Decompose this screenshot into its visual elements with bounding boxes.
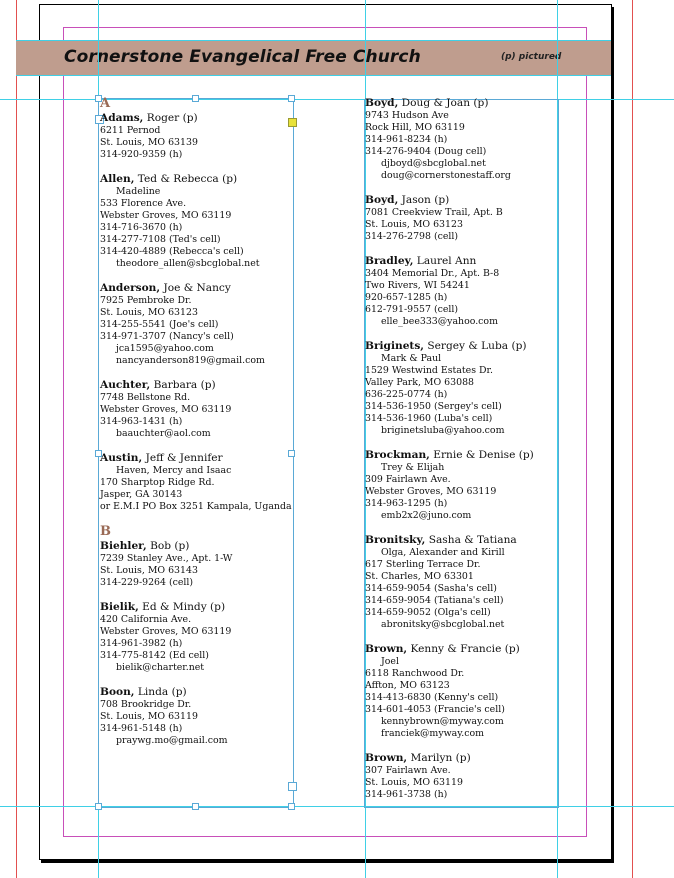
entry-detail-line: 617 Sterling Terrace Dr.	[365, 559, 481, 570]
entry-detail-line: Mark & Paul	[381, 353, 442, 364]
entry-detail-line: 314-420-4889 (Rebecca's cell)	[100, 246, 244, 257]
frame-handle-bm[interactable]	[192, 803, 199, 810]
entry-name	[100, 601, 295, 614]
entry-detail-line: Madeline	[116, 186, 161, 197]
entry-detail-line: baauchter@aol.com	[116, 428, 211, 439]
entry-detail-line: 314-963-1431 (h)	[100, 416, 183, 427]
entry-first-names: Joe & Nancy	[163, 282, 231, 294]
entry-name	[365, 255, 560, 268]
entry-first-names: Jason (p)	[401, 194, 450, 206]
entry-last-name: Bronitsky,	[365, 534, 426, 546]
entry-detail-line: Two Rivers, WI 54241	[365, 280, 470, 291]
entry-last-name: Boyd,	[365, 194, 399, 206]
directory-entry	[365, 255, 560, 328]
entry-detail-line: 314-920-9359 (h)	[100, 149, 183, 160]
entry-detail-line: kennybrown@myway.com	[381, 716, 504, 727]
entry-detail-line: emb2x2@juno.com	[381, 510, 472, 521]
entry-detail-line: 6118 Ranchwood Dr.	[365, 668, 465, 679]
entry-detail-line: Jasper, GA 30143	[100, 489, 183, 500]
entry-detail-line: 314-963-1295 (h)	[365, 498, 448, 509]
directory-entry	[365, 534, 560, 631]
entry-detail-line: 314-276-9404 (Doug cell)	[365, 146, 487, 157]
entry-name	[365, 97, 560, 110]
entry-detail-line: 314-659-9054 (Sasha's cell)	[365, 583, 497, 594]
entry-detail-line: 314-601-4053 (Francie's cell)	[365, 704, 505, 715]
entry-detail-line: franciek@myway.com	[381, 728, 485, 739]
entry-last-name: Allen,	[100, 173, 135, 185]
entry-first-names: Sergey & Luba (p)	[427, 340, 527, 352]
entry-detail-line: 314-229-9264 (cell)	[100, 577, 194, 588]
entry-first-names: Laurel Ann	[416, 255, 477, 267]
entry-first-names: Bob (p)	[150, 540, 190, 552]
entry-first-names: Roger (p)	[146, 112, 198, 124]
entry-detail-line: St. Charles, MO 63301	[365, 571, 474, 582]
entry-detail-line: elle_bee333@yahoo.com	[381, 316, 498, 327]
entry-detail-line: St. Louis, MO 63119	[365, 777, 463, 788]
entry-detail-line: Valley Park, MO 63088	[365, 377, 475, 388]
entry-detail-line: 420 California Ave.	[100, 614, 192, 625]
entry-first-names: Linda (p)	[137, 686, 187, 698]
entry-last-name: Biehler,	[100, 540, 147, 552]
directory-entry	[100, 112, 295, 161]
entry-name	[365, 194, 560, 207]
entry-detail-line: djboyd@sbcglobal.net	[381, 158, 486, 169]
entry-detail-line: praywg.mo@gmail.com	[116, 735, 228, 746]
entry-first-names: Ted & Rebecca (p)	[137, 173, 238, 185]
directory-entry	[100, 452, 295, 513]
entry-name	[365, 643, 560, 656]
entry-detail-line: 314-961-5148 (h)	[100, 723, 183, 734]
entry-detail-line: 612-791-9557 (cell)	[365, 304, 459, 315]
entry-detail-line: Olga, Alexander and Kirill	[381, 547, 505, 558]
entry-name	[365, 752, 560, 765]
entry-detail-line: Webster Groves, MO 63119	[100, 210, 232, 221]
entry-detail-line: St. Louis, MO 63119	[100, 711, 198, 722]
directory-entry	[100, 379, 295, 440]
entry-detail-line: nancyanderson819@gmail.com	[116, 355, 265, 366]
entry-name	[365, 449, 560, 462]
directory-entry	[365, 752, 560, 801]
entry-detail-line: St. Louis, MO 63139	[100, 137, 198, 148]
entry-detail-line: briginetsluba@yahoo.com	[381, 425, 505, 436]
entry-detail-line: 314-961-3738 (h)	[365, 789, 448, 800]
entry-name	[100, 112, 295, 125]
directory-entry	[365, 449, 560, 522]
entry-detail-line: Rock Hill, MO 63119	[365, 122, 465, 133]
entry-last-name: Bielik,	[100, 601, 139, 613]
entry-name	[100, 686, 295, 699]
entry-name	[365, 534, 560, 547]
entry-detail-line: 314-716-3670 (h)	[100, 222, 183, 233]
entry-detail-line: 1529 Westwind Estates Dr.	[365, 365, 493, 376]
entry-detail-line: 7748 Bellstone Rd.	[100, 392, 191, 403]
entry-detail-line: 314-536-1960 (Luba's cell)	[365, 413, 493, 424]
entry-detail-line: St. Louis, MO 63123	[100, 307, 198, 318]
entry-detail-line: 7239 Stanley Ave., Apt. 1-W	[100, 553, 233, 564]
entry-last-name: Anderson,	[100, 282, 161, 294]
entry-detail-line: Webster Groves, MO 63119	[100, 404, 232, 415]
entry-last-name: Brown,	[365, 752, 408, 764]
entry-last-name: Bradley,	[365, 255, 414, 267]
section-letter: B	[100, 524, 111, 539]
frame-handle-bl[interactable]	[95, 803, 102, 810]
bleed-guide-left	[16, 0, 17, 878]
entry-detail-line: 7925 Pembroke Dr.	[100, 295, 192, 306]
entry-first-names: Ernie & Denise (p)	[433, 449, 534, 461]
entry-detail-line: St. Louis, MO 63143	[100, 565, 198, 576]
entry-detail-line: 9743 Hudson Ave	[365, 110, 449, 121]
entry-last-name: Auchter,	[100, 379, 151, 391]
entry-detail-line: or E.M.I PO Box 3251 Kampala, Uganda	[100, 501, 292, 512]
directory-entry	[100, 173, 295, 270]
directory-column-left	[100, 97, 295, 759]
entry-last-name: Brockman,	[365, 449, 430, 461]
entry-first-names: Barbara (p)	[153, 379, 216, 391]
entry-detail-line: 7081 Creekview Trail, Apt. B	[365, 207, 503, 218]
entry-detail-line: Webster Groves, MO 63119	[365, 486, 497, 497]
entry-detail-line: Trey & Elijah	[381, 462, 445, 473]
entry-detail-line: 533 Florence Ave.	[100, 198, 187, 209]
entry-detail-line: 314-277-7108 (Ted's cell)	[100, 234, 221, 245]
entry-last-name: Adams,	[100, 112, 144, 124]
entry-detail-line: 3404 Memorial Dr., Apt. B-8	[365, 268, 500, 279]
entry-detail-line: 170 Sharptop Ridge Rd.	[100, 477, 215, 488]
entry-detail-line: 314-961-3982 (h)	[100, 638, 183, 649]
entry-detail-line: 314-659-9052 (Olga's cell)	[365, 607, 491, 618]
entry-first-names: Doug & Joan (p)	[401, 97, 489, 109]
bleed-guide-right	[632, 0, 633, 878]
entry-detail-line: St. Louis, MO 63123	[365, 219, 463, 230]
entry-name	[100, 282, 295, 295]
entry-detail-line: 314-255-5541 (Joe's cell)	[100, 319, 219, 330]
entry-detail-line: 314-659-9054 (Tatiana's cell)	[365, 595, 504, 606]
entry-detail-line: 314-413-6830 (Kenny's cell)	[365, 692, 499, 703]
entry-detail-line: jca1595@yahoo.com	[116, 343, 214, 354]
directory-entry	[100, 540, 295, 589]
entry-detail-line: 314-971-3707 (Nancy's cell)	[100, 331, 234, 342]
page-title: Cornerstone Evangelical Free Church	[64, 47, 421, 67]
entry-detail-line: 314-536-1950 (Sergey's cell)	[365, 401, 502, 412]
directory-entry	[365, 643, 560, 740]
entry-name	[100, 379, 295, 392]
entry-name	[100, 173, 295, 186]
frame-out-port[interactable]	[288, 782, 297, 791]
entry-detail-line: 6211 Pernod	[100, 125, 161, 136]
directory-entry	[365, 97, 560, 182]
entry-detail-line: 309 Fairlawn Ave.	[365, 474, 451, 485]
entry-detail-line: doug@cornerstonestaff.org	[381, 170, 511, 181]
entry-detail-line: 920-657-1285 (h)	[365, 292, 448, 303]
entry-detail-line: Webster Groves, MO 63119	[100, 626, 232, 637]
entry-first-names: Sasha & Tatiana	[428, 534, 517, 546]
entry-detail-line: bielik@charter.net	[116, 662, 205, 673]
entry-last-name: Briginets,	[365, 340, 424, 352]
entry-last-name: Boon,	[100, 686, 135, 698]
section-letter: A	[100, 96, 111, 111]
entry-detail-line: 314-775-8142 (Ed cell)	[100, 650, 209, 661]
entry-last-name: Boyd,	[365, 97, 399, 109]
directory-entry	[365, 340, 560, 437]
directory-column-right	[365, 97, 560, 813]
pictured-note: (p) pictured	[501, 52, 562, 62]
entry-first-names: Ed & Mindy (p)	[142, 601, 226, 613]
entry-name	[100, 452, 295, 465]
directory-entry	[100, 686, 295, 747]
entry-detail-line: 314-276-2798 (cell)	[365, 231, 459, 242]
entry-last-name: Brown,	[365, 643, 408, 655]
directory-entry	[100, 282, 295, 367]
entry-detail-line: theodore_allen@sbcglobal.net	[116, 258, 260, 269]
directory-entry	[365, 194, 560, 243]
frame-handle-br[interactable]	[288, 803, 295, 810]
entry-detail-line: 636-225-0774 (h)	[365, 389, 448, 400]
entry-detail-line: 314-961-8234 (h)	[365, 134, 448, 145]
entry-first-names: Jeff & Jennifer	[145, 452, 223, 464]
entry-detail-line: abronitsky@sbcglobal.net	[381, 619, 505, 630]
directory-entry	[100, 601, 295, 674]
entry-name	[365, 340, 560, 353]
entry-first-names: Kenny & Francie (p)	[410, 643, 520, 655]
entry-detail-line: Joel	[381, 656, 399, 667]
entry-detail-line: 307 Fairlawn Ave.	[365, 765, 451, 776]
entry-detail-line: Haven, Mercy and Isaac	[116, 465, 232, 476]
entry-detail-line: Affton, MO 63123	[365, 680, 450, 691]
entry-last-name: Austin,	[100, 452, 143, 464]
entry-first-names: Marilyn (p)	[410, 752, 471, 764]
entry-detail-line: 708 Brookridge Dr.	[100, 699, 192, 710]
entry-name	[100, 540, 295, 553]
